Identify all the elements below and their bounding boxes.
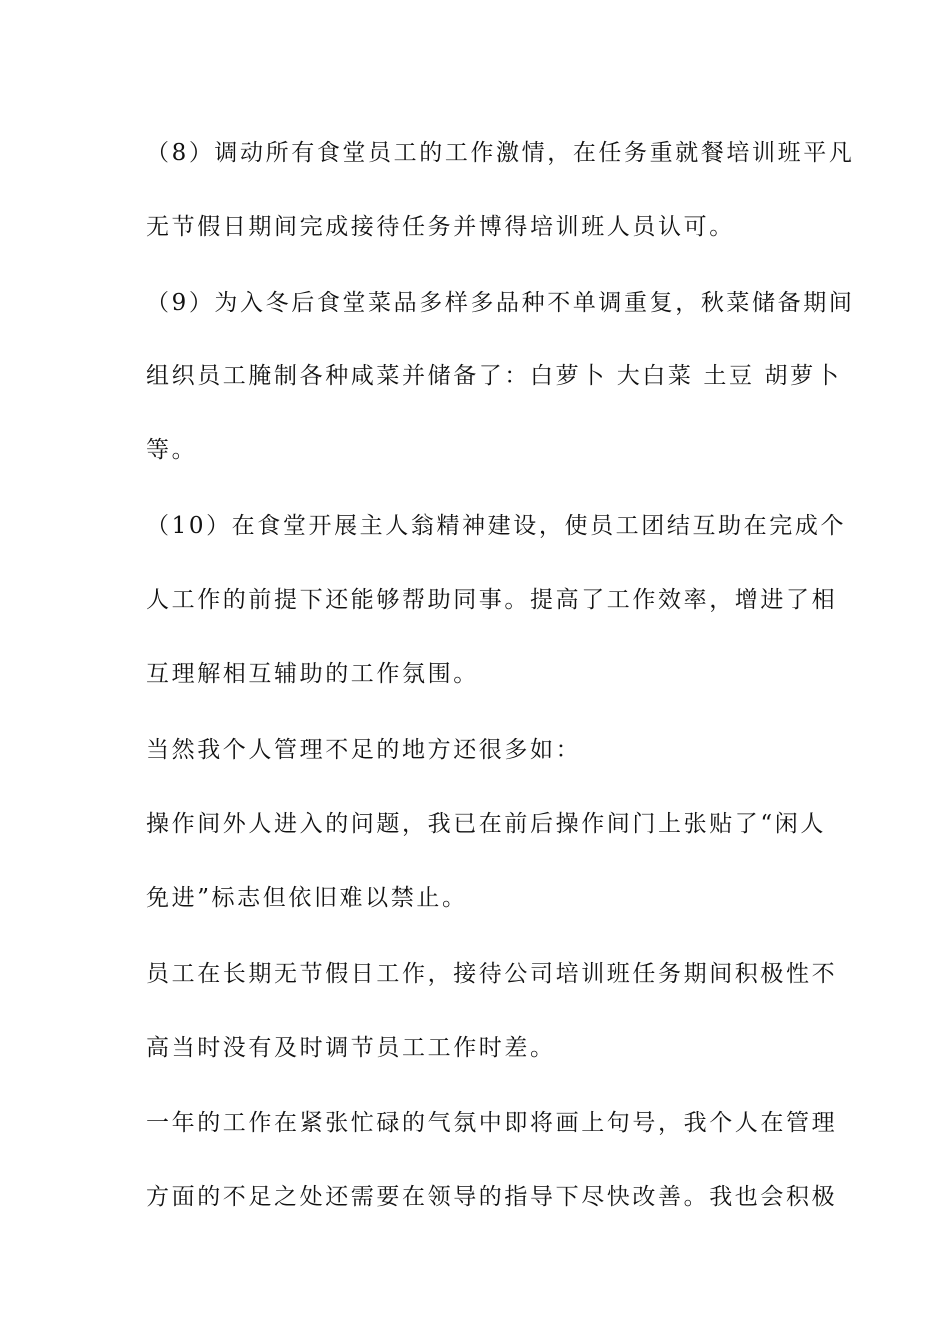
text-line: （9）为入冬后食堂菜品多样多品种不单调重复，秋菜储备期间 [146, 290, 855, 316]
text-line: 无节假日期间完成接待任务并博得培训班人员认可。 [146, 214, 735, 240]
text-line: 操作间外人进入的问题，我已在前后操作间门上张贴了“闲人 [146, 811, 826, 837]
text-line: （8）调动所有食堂员工的工作激情，在任务重就餐培训班平凡 [146, 140, 855, 166]
text-line: 员工在长期无节假日工作，接待公司培训班任务期间积极性不 [146, 961, 838, 987]
text-line: 组织员工腌制各种咸菜并储备了：白萝卜 大白菜 土豆 胡萝卜 [146, 363, 842, 389]
text-line: 免进”标志但依旧难以禁止。 [146, 885, 468, 911]
text-line: 当然我个人管理不足的地方还很多如： [146, 737, 582, 763]
text-line: 互理解相互辅助的工作氛围。 [146, 661, 479, 687]
text-line: （10）在食堂开展主人翁精神建设，使员工团结互助在完成个 [146, 513, 847, 539]
text-line: 高当时没有及时调节员工工作时差。 [146, 1035, 556, 1061]
text-line: 方面的不足之处还需要在领导的指导下尽快改善。我也会积极 [146, 1184, 838, 1210]
text-line: 等。 [146, 437, 198, 463]
text-line: 人工作的前提下还能够帮助同事。提高了工作效率，增进了相 [146, 587, 838, 613]
text-line: 一年的工作在紧张忙碌的气氛中即将画上句号，我个人在管理 [146, 1110, 838, 1136]
